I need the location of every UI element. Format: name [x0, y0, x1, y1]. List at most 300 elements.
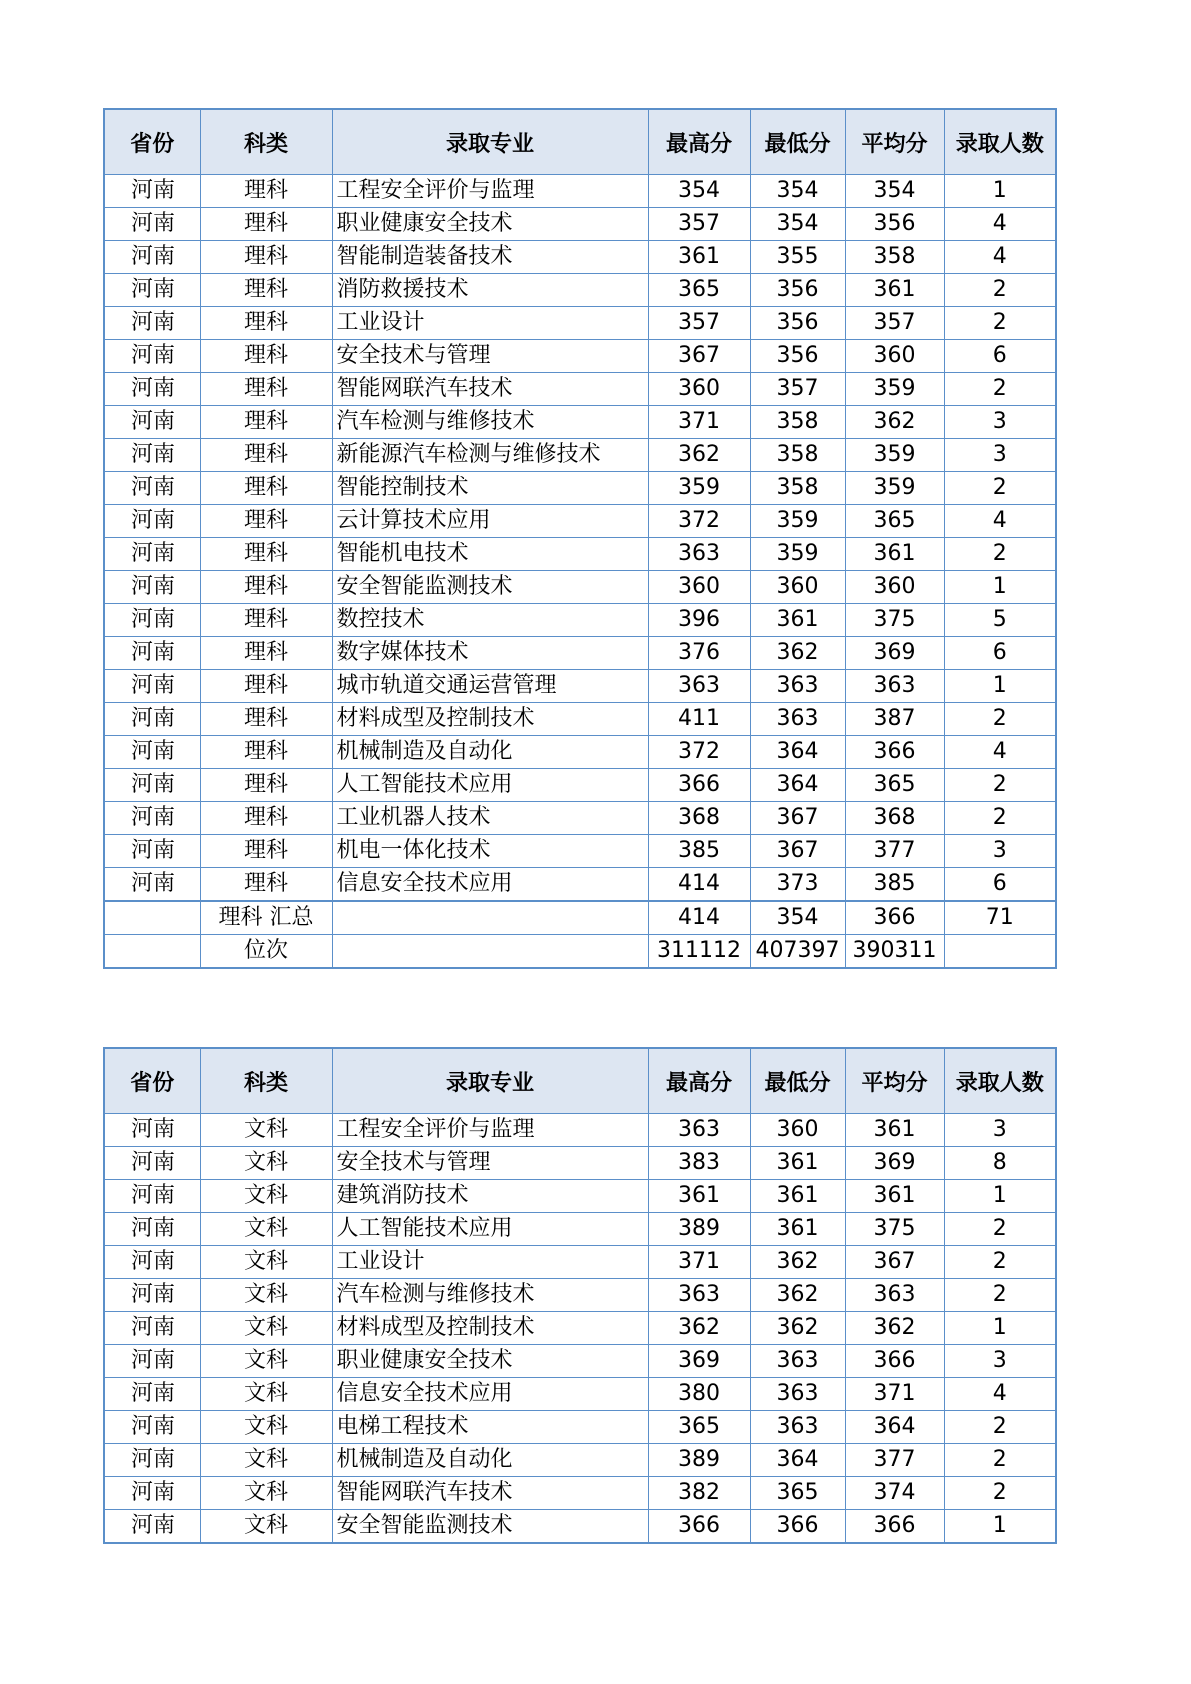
cell-avg-score: 363 — [845, 670, 944, 703]
cell-category: 文科 — [200, 1411, 332, 1444]
header-admit-count: 录取人数 — [944, 1048, 1056, 1114]
header-min-score: 最低分 — [750, 109, 845, 175]
cell-major: 安全技术与管理 — [332, 1147, 648, 1180]
table-row — [104, 1345, 1056, 1378]
cell-category: 理科 — [200, 241, 332, 274]
cell-category: 理科 — [200, 505, 332, 538]
cell-admit-count: 6 — [944, 637, 1056, 670]
table-row — [104, 439, 1056, 472]
header-row — [104, 109, 1056, 175]
cell-min-score: 361 — [750, 1213, 845, 1246]
cell-avg-score: 362 — [845, 406, 944, 439]
cell-avg-score: 371 — [845, 1378, 944, 1411]
header-admit-count: 录取人数 — [944, 109, 1056, 175]
cell-min-score: 358 — [750, 472, 845, 505]
cell-min-score: 359 — [750, 538, 845, 571]
cell-province: 河南 — [104, 208, 200, 241]
cell-max-score: 389 — [648, 1213, 750, 1246]
table-row — [104, 1477, 1056, 1510]
cell-admit-count: 6 — [944, 868, 1056, 902]
cell-admit-count: 1 — [944, 1510, 1056, 1544]
cell-category: 理科 — [200, 802, 332, 835]
cell-admit-count: 2 — [944, 1411, 1056, 1444]
header-major: 录取专业 — [332, 1048, 648, 1114]
cell-major: 智能网联汽车技术 — [332, 1477, 648, 1510]
summary-province — [104, 901, 200, 935]
cell-admit-count: 3 — [944, 406, 1056, 439]
cell-major: 云计算技术应用 — [332, 505, 648, 538]
cell-major: 职业健康安全技术 — [332, 1345, 648, 1378]
table-row — [104, 1312, 1056, 1345]
cell-max-score: 354 — [648, 175, 750, 208]
cell-avg-score: 354 — [845, 175, 944, 208]
cell-province: 河南 — [104, 1213, 200, 1246]
cell-avg-score: 377 — [845, 835, 944, 868]
cell-major: 机电一体化技术 — [332, 835, 648, 868]
cell-category: 文科 — [200, 1246, 332, 1279]
cell-major: 工业设计 — [332, 1246, 648, 1279]
rank-province — [104, 935, 200, 969]
header-avg-score: 平均分 — [845, 1048, 944, 1114]
header-row — [104, 1048, 1056, 1114]
table-row — [104, 1213, 1056, 1246]
cell-major: 建筑消防技术 — [332, 1180, 648, 1213]
cell-admit-count: 6 — [944, 340, 1056, 373]
cell-min-score: 363 — [750, 703, 845, 736]
cell-max-score: 411 — [648, 703, 750, 736]
cell-province: 河南 — [104, 703, 200, 736]
cell-major: 工程安全评价与监理 — [332, 175, 648, 208]
cell-category: 理科 — [200, 736, 332, 769]
rank-count — [944, 935, 1056, 969]
cell-admit-count: 4 — [944, 208, 1056, 241]
table-row — [104, 340, 1056, 373]
cell-admit-count: 2 — [944, 274, 1056, 307]
cell-max-score: 363 — [648, 1279, 750, 1312]
table-row — [104, 406, 1056, 439]
cell-category: 理科 — [200, 670, 332, 703]
cell-max-score: 367 — [648, 340, 750, 373]
header-min-score: 最低分 — [750, 1048, 845, 1114]
cell-major: 城市轨道交通运营管理 — [332, 670, 648, 703]
cell-admit-count: 2 — [944, 307, 1056, 340]
summary-row — [104, 901, 1056, 935]
cell-min-score: 363 — [750, 1345, 845, 1378]
cell-province: 河南 — [104, 835, 200, 868]
cell-min-score: 364 — [750, 769, 845, 802]
cell-avg-score: 359 — [845, 472, 944, 505]
cell-admit-count: 1 — [944, 1312, 1056, 1345]
header-major: 录取专业 — [332, 109, 648, 175]
cell-province: 河南 — [104, 439, 200, 472]
cell-min-score: 354 — [750, 175, 845, 208]
cell-admit-count: 2 — [944, 1444, 1056, 1477]
cell-min-score: 363 — [750, 1411, 845, 1444]
cell-min-score: 367 — [750, 802, 845, 835]
cell-admit-count: 1 — [944, 1180, 1056, 1213]
cell-min-score: 361 — [750, 1147, 845, 1180]
cell-avg-score: 365 — [845, 769, 944, 802]
cell-category: 文科 — [200, 1114, 332, 1147]
table-row — [104, 1279, 1056, 1312]
cell-category: 理科 — [200, 472, 332, 505]
cell-min-score: 362 — [750, 1312, 845, 1345]
summary-label: 理科 汇总 — [200, 901, 332, 935]
cell-avg-score: 366 — [845, 1345, 944, 1378]
cell-major: 数控技术 — [332, 604, 648, 637]
cell-avg-score: 361 — [845, 1180, 944, 1213]
cell-min-score: 361 — [750, 604, 845, 637]
cell-max-score: 362 — [648, 1312, 750, 1345]
cell-province: 河南 — [104, 1279, 200, 1312]
cell-province: 河南 — [104, 340, 200, 373]
cell-avg-score: 369 — [845, 1147, 944, 1180]
cell-province: 河南 — [104, 802, 200, 835]
rank-major — [332, 935, 648, 969]
cell-category: 理科 — [200, 340, 332, 373]
cell-category: 理科 — [200, 307, 332, 340]
cell-avg-score: 357 — [845, 307, 944, 340]
cell-province: 河南 — [104, 241, 200, 274]
cell-province: 河南 — [104, 538, 200, 571]
cell-max-score: 366 — [648, 1510, 750, 1544]
table-row — [104, 769, 1056, 802]
cell-province: 河南 — [104, 1510, 200, 1544]
cell-avg-score: 359 — [845, 373, 944, 406]
header-avg-score: 平均分 — [845, 109, 944, 175]
table-row — [104, 868, 1056, 902]
cell-max-score: 357 — [648, 307, 750, 340]
cell-max-score: 389 — [648, 1444, 750, 1477]
cell-avg-score: 358 — [845, 241, 944, 274]
cell-admit-count: 2 — [944, 802, 1056, 835]
rank-max: 311112 — [648, 935, 750, 969]
cell-avg-score: 369 — [845, 637, 944, 670]
cell-major: 智能控制技术 — [332, 472, 648, 505]
cell-major: 汽车检测与维修技术 — [332, 406, 648, 439]
cell-avg-score: 356 — [845, 208, 944, 241]
cell-min-score: 360 — [750, 571, 845, 604]
cell-province: 河南 — [104, 1345, 200, 1378]
table-row — [104, 703, 1056, 736]
cell-min-score: 358 — [750, 439, 845, 472]
summary-admit-count: 71 — [944, 901, 1056, 935]
table-row — [104, 208, 1056, 241]
cell-major: 智能机电技术 — [332, 538, 648, 571]
cell-max-score: 363 — [648, 538, 750, 571]
cell-max-score: 376 — [648, 637, 750, 670]
header-max-score: 最高分 — [648, 1048, 750, 1114]
cell-province: 河南 — [104, 571, 200, 604]
cell-category: 文科 — [200, 1345, 332, 1378]
table-row — [104, 1444, 1056, 1477]
table-row — [104, 1180, 1056, 1213]
cell-max-score: 360 — [648, 571, 750, 604]
cell-min-score: 364 — [750, 736, 845, 769]
cell-category: 文科 — [200, 1477, 332, 1510]
cell-province: 河南 — [104, 1147, 200, 1180]
cell-category: 理科 — [200, 274, 332, 307]
cell-major: 信息安全技术应用 — [332, 868, 648, 902]
cell-major: 材料成型及控制技术 — [332, 703, 648, 736]
cell-min-score: 360 — [750, 1114, 845, 1147]
cell-avg-score: 368 — [845, 802, 944, 835]
cell-major: 机械制造及自动化 — [332, 1444, 648, 1477]
cell-max-score: 361 — [648, 1180, 750, 1213]
cell-min-score: 367 — [750, 835, 845, 868]
cell-min-score: 361 — [750, 1180, 845, 1213]
cell-max-score: 363 — [648, 670, 750, 703]
rank-min: 407397 — [750, 935, 845, 969]
cell-max-score: 368 — [648, 802, 750, 835]
cell-admit-count: 3 — [944, 835, 1056, 868]
cell-category: 理科 — [200, 439, 332, 472]
cell-avg-score: 361 — [845, 538, 944, 571]
table-body — [104, 1114, 1056, 1544]
cell-max-score: 383 — [648, 1147, 750, 1180]
table-row — [104, 802, 1056, 835]
table-row — [104, 1114, 1056, 1147]
table-row — [104, 1378, 1056, 1411]
cell-avg-score: 377 — [845, 1444, 944, 1477]
liberal-arts-admission-table — [103, 1047, 1057, 1544]
cell-min-score: 356 — [750, 307, 845, 340]
table-row — [104, 571, 1056, 604]
cell-max-score: 369 — [648, 1345, 750, 1378]
summary-max-score: 414 — [648, 901, 750, 935]
cell-avg-score: 365 — [845, 505, 944, 538]
cell-province: 河南 — [104, 373, 200, 406]
table-row — [104, 538, 1056, 571]
cell-category: 理科 — [200, 538, 332, 571]
cell-major: 安全智能监测技术 — [332, 571, 648, 604]
cell-major: 人工智能技术应用 — [332, 1213, 648, 1246]
cell-admit-count: 4 — [944, 1378, 1056, 1411]
cell-major: 工业机器人技术 — [332, 802, 648, 835]
cell-admit-count: 3 — [944, 1114, 1056, 1147]
cell-province: 河南 — [104, 769, 200, 802]
cell-avg-score: 366 — [845, 1510, 944, 1544]
cell-admit-count: 2 — [944, 1246, 1056, 1279]
cell-avg-score: 361 — [845, 1114, 944, 1147]
cell-category: 理科 — [200, 769, 332, 802]
cell-admit-count: 2 — [944, 1213, 1056, 1246]
cell-min-score: 359 — [750, 505, 845, 538]
table-row — [104, 736, 1056, 769]
cell-major: 智能制造装备技术 — [332, 241, 648, 274]
cell-max-score: 372 — [648, 505, 750, 538]
cell-major: 人工智能技术应用 — [332, 769, 648, 802]
cell-province: 河南 — [104, 1411, 200, 1444]
cell-avg-score: 374 — [845, 1477, 944, 1510]
cell-min-score: 355 — [750, 241, 845, 274]
cell-major: 电梯工程技术 — [332, 1411, 648, 1444]
cell-admit-count: 3 — [944, 1345, 1056, 1378]
rank-row — [104, 935, 1056, 969]
cell-category: 理科 — [200, 835, 332, 868]
cell-max-score: 371 — [648, 406, 750, 439]
cell-major: 安全智能监测技术 — [332, 1510, 648, 1544]
table-row — [104, 241, 1056, 274]
cell-admit-count: 2 — [944, 538, 1056, 571]
cell-avg-score: 375 — [845, 1213, 944, 1246]
cell-max-score: 362 — [648, 439, 750, 472]
table-row — [104, 307, 1056, 340]
cell-admit-count: 4 — [944, 736, 1056, 769]
cell-province: 河南 — [104, 1444, 200, 1477]
cell-province: 河南 — [104, 472, 200, 505]
table-row — [104, 835, 1056, 868]
cell-province: 河南 — [104, 1378, 200, 1411]
cell-category: 理科 — [200, 175, 332, 208]
cell-min-score: 373 — [750, 868, 845, 902]
cell-max-score: 363 — [648, 1114, 750, 1147]
table-row — [104, 1246, 1056, 1279]
cell-max-score: 385 — [648, 835, 750, 868]
cell-admit-count: 2 — [944, 373, 1056, 406]
science-admission-table — [103, 108, 1057, 969]
cell-category: 理科 — [200, 373, 332, 406]
cell-admit-count: 1 — [944, 175, 1056, 208]
cell-avg-score: 366 — [845, 736, 944, 769]
header-province: 省份 — [104, 109, 200, 175]
table-row — [104, 1147, 1056, 1180]
cell-province: 河南 — [104, 175, 200, 208]
cell-admit-count: 2 — [944, 1279, 1056, 1312]
cell-category: 理科 — [200, 703, 332, 736]
cell-province: 河南 — [104, 274, 200, 307]
cell-category: 文科 — [200, 1180, 332, 1213]
cell-admit-count: 1 — [944, 571, 1056, 604]
cell-avg-score: 367 — [845, 1246, 944, 1279]
cell-category: 文科 — [200, 1378, 332, 1411]
cell-admit-count: 2 — [944, 769, 1056, 802]
table-header — [104, 1048, 1056, 1114]
cell-min-score: 357 — [750, 373, 845, 406]
cell-avg-score: 360 — [845, 340, 944, 373]
table-row — [104, 637, 1056, 670]
summary-major — [332, 901, 648, 935]
cell-province: 河南 — [104, 1114, 200, 1147]
cell-category: 文科 — [200, 1510, 332, 1544]
cell-major: 数字媒体技术 — [332, 637, 648, 670]
cell-admit-count: 8 — [944, 1147, 1056, 1180]
cell-major: 工业设计 — [332, 307, 648, 340]
cell-admit-count: 2 — [944, 703, 1056, 736]
cell-major: 信息安全技术应用 — [332, 1378, 648, 1411]
cell-min-score: 362 — [750, 637, 845, 670]
cell-avg-score: 387 — [845, 703, 944, 736]
cell-min-score: 365 — [750, 1477, 845, 1510]
cell-min-score: 363 — [750, 1378, 845, 1411]
cell-major: 工程安全评价与监理 — [332, 1114, 648, 1147]
cell-category: 文科 — [200, 1312, 332, 1345]
cell-max-score: 396 — [648, 604, 750, 637]
cell-category: 理科 — [200, 868, 332, 902]
cell-avg-score: 375 — [845, 604, 944, 637]
cell-major: 机械制造及自动化 — [332, 736, 648, 769]
cell-category: 理科 — [200, 604, 332, 637]
cell-category: 文科 — [200, 1444, 332, 1477]
cell-category: 文科 — [200, 1147, 332, 1180]
cell-min-score: 362 — [750, 1279, 845, 1312]
cell-province: 河南 — [104, 604, 200, 637]
cell-avg-score: 362 — [845, 1312, 944, 1345]
cell-province: 河南 — [104, 670, 200, 703]
table-row — [104, 604, 1056, 637]
cell-major: 智能网联汽车技术 — [332, 373, 648, 406]
table-row — [104, 670, 1056, 703]
cell-category: 理科 — [200, 208, 332, 241]
cell-max-score: 357 — [648, 208, 750, 241]
header-category: 科类 — [200, 109, 332, 175]
table-body — [104, 175, 1056, 902]
header-max-score: 最高分 — [648, 109, 750, 175]
cell-category: 文科 — [200, 1213, 332, 1246]
cell-avg-score: 385 — [845, 868, 944, 902]
cell-max-score: 414 — [648, 868, 750, 902]
cell-min-score: 362 — [750, 1246, 845, 1279]
cell-category: 理科 — [200, 571, 332, 604]
cell-max-score: 380 — [648, 1378, 750, 1411]
cell-max-score: 372 — [648, 736, 750, 769]
table-row — [104, 274, 1056, 307]
cell-category: 理科 — [200, 637, 332, 670]
cell-category: 理科 — [200, 406, 332, 439]
cell-major: 职业健康安全技术 — [332, 208, 648, 241]
cell-category: 文科 — [200, 1279, 332, 1312]
table-footer — [104, 901, 1056, 968]
cell-major: 材料成型及控制技术 — [332, 1312, 648, 1345]
cell-province: 河南 — [104, 1180, 200, 1213]
cell-province: 河南 — [104, 505, 200, 538]
cell-major: 安全技术与管理 — [332, 340, 648, 373]
rank-avg: 390311 — [845, 935, 944, 969]
cell-province: 河南 — [104, 1246, 200, 1279]
table-row — [104, 175, 1056, 208]
cell-max-score: 365 — [648, 274, 750, 307]
cell-min-score: 358 — [750, 406, 845, 439]
cell-admit-count: 5 — [944, 604, 1056, 637]
table-row — [104, 1510, 1056, 1544]
summary-min-score: 354 — [750, 901, 845, 935]
cell-min-score: 356 — [750, 340, 845, 373]
cell-avg-score: 361 — [845, 274, 944, 307]
cell-province: 河南 — [104, 868, 200, 902]
cell-admit-count: 2 — [944, 1477, 1056, 1510]
header-category: 科类 — [200, 1048, 332, 1114]
table-row — [104, 1411, 1056, 1444]
cell-province: 河南 — [104, 1477, 200, 1510]
cell-min-score: 356 — [750, 274, 845, 307]
cell-min-score: 363 — [750, 670, 845, 703]
cell-max-score: 382 — [648, 1477, 750, 1510]
cell-min-score: 366 — [750, 1510, 845, 1544]
cell-major: 汽车检测与维修技术 — [332, 1279, 648, 1312]
header-province: 省份 — [104, 1048, 200, 1114]
cell-admit-count: 4 — [944, 505, 1056, 538]
cell-max-score: 361 — [648, 241, 750, 274]
cell-max-score: 360 — [648, 373, 750, 406]
cell-province: 河南 — [104, 1312, 200, 1345]
cell-province: 河南 — [104, 736, 200, 769]
cell-admit-count: 1 — [944, 670, 1056, 703]
cell-avg-score: 363 — [845, 1279, 944, 1312]
table-row — [104, 373, 1056, 406]
cell-max-score: 365 — [648, 1411, 750, 1444]
cell-min-score: 364 — [750, 1444, 845, 1477]
cell-avg-score: 360 — [845, 571, 944, 604]
